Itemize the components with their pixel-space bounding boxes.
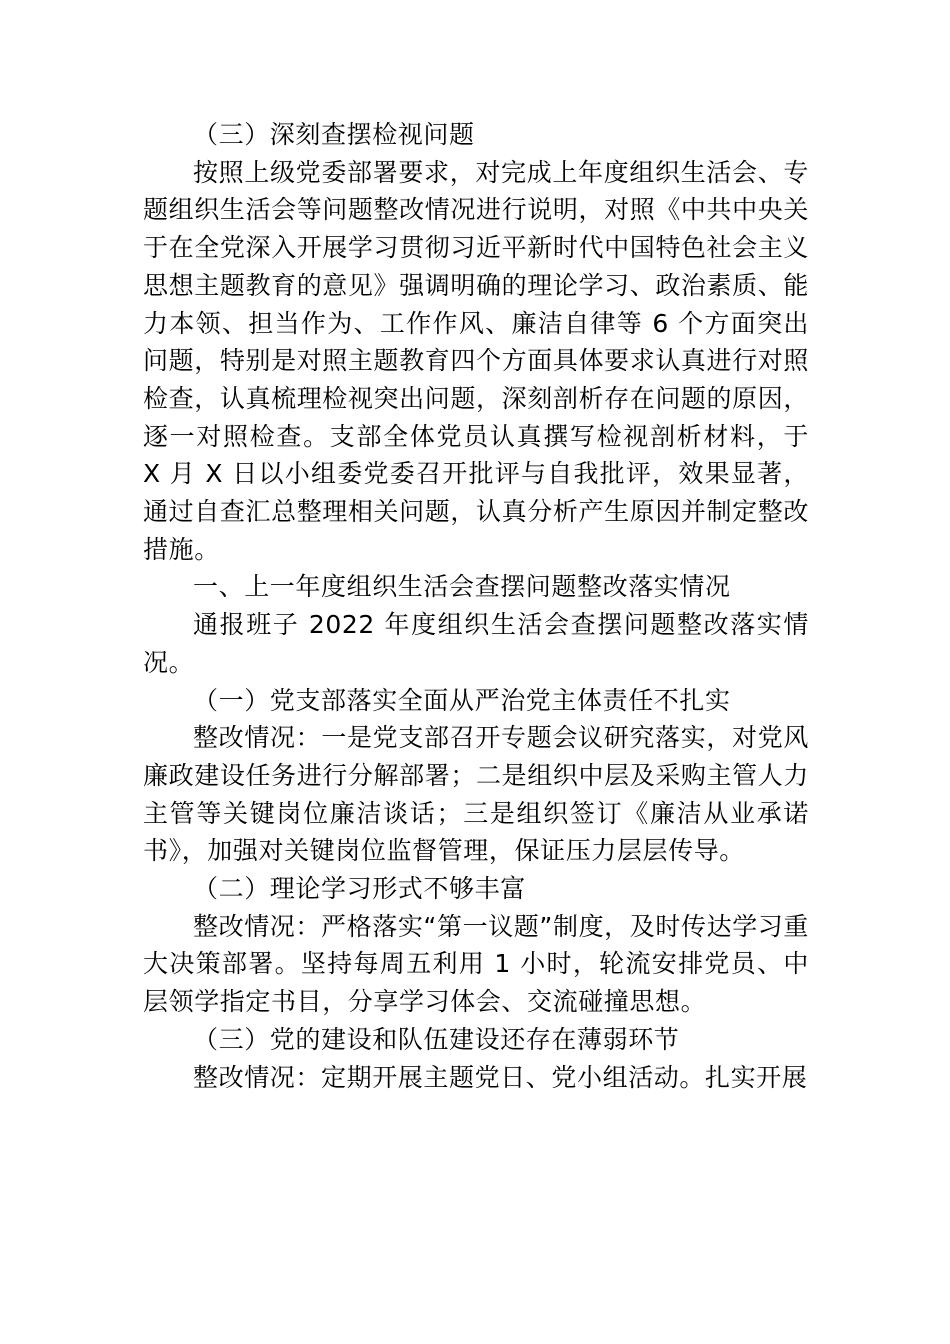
paragraph-party-responsibility-rectification: 整改情况：一是党支部召开专题会议研究落实，对党风廉政建设任务进行分解部署；二是组织中层及采购主管人力主管等关键岗位廉洁谈话；三是组织签订《廉洁从业承诺书》，加强对关键岗位监督管理，保证压力层层传导。 [143, 723, 809, 866]
document-body [143, 116, 809, 1096]
paragraph-party-building-rectification: 整改情况：定期开展主题党日、党小组活动。扎实开展 [193, 1062, 808, 1092]
paragraph-rectification-intro: 通报班子 2022 年度组织生活会查摆问题整改落实情况。 [143, 610, 809, 677]
paragraph-theory-study-rectification: 整改情况：严格落实“第一议题”制度，及时传达学习重大决策部署。坚持每周五利用 1 小时，轮流安排党员、中层领学指定书目，分享学习体会、交流碰撞思想。 [143, 911, 809, 1017]
section-heading-self-inspection: （三）深刻查摆检视问题 [193, 120, 475, 149]
subheading-party-responsibility: （一）党支部落实全面从严治党主体责任不扎实 [193, 685, 731, 715]
section-heading-rectification: 一、上一年度组织生活会查摆问题整改落实情况 [193, 572, 731, 602]
paragraph-self-inspection-body: 按照上级党委部署要求，对完成上年度组织生活会、专题组织生活会等问题整改情况进行说明，对照《中共中央关于在全党深入开展学习贯彻习近平新时代中国特色社会主义思想主题教育的意见》强调明确的理论学习、政治素质、能力本领、担当作为、工作作风、廉洁自律等 6 个方面突出问题，特别是对照主题教育四个方面具体要求认真进行对照检查，认真梳理检视突出问题，深刻剖析存在问题的原因，逐一对照检查。支部全体党员认真撰写检视剖析材料，于 X 月 X 日以小组委党委召开批评与自我批评，效果显著，通过自查汇总整理相关问题，认真分析产生原因并制定整改措施。 [143, 157, 809, 564]
subheading-theory-study: （二）理论学习形式不够丰富 [193, 874, 526, 904]
subheading-party-building: （三）党的建设和队伍建设还存在薄弱环节 [193, 1024, 680, 1054]
